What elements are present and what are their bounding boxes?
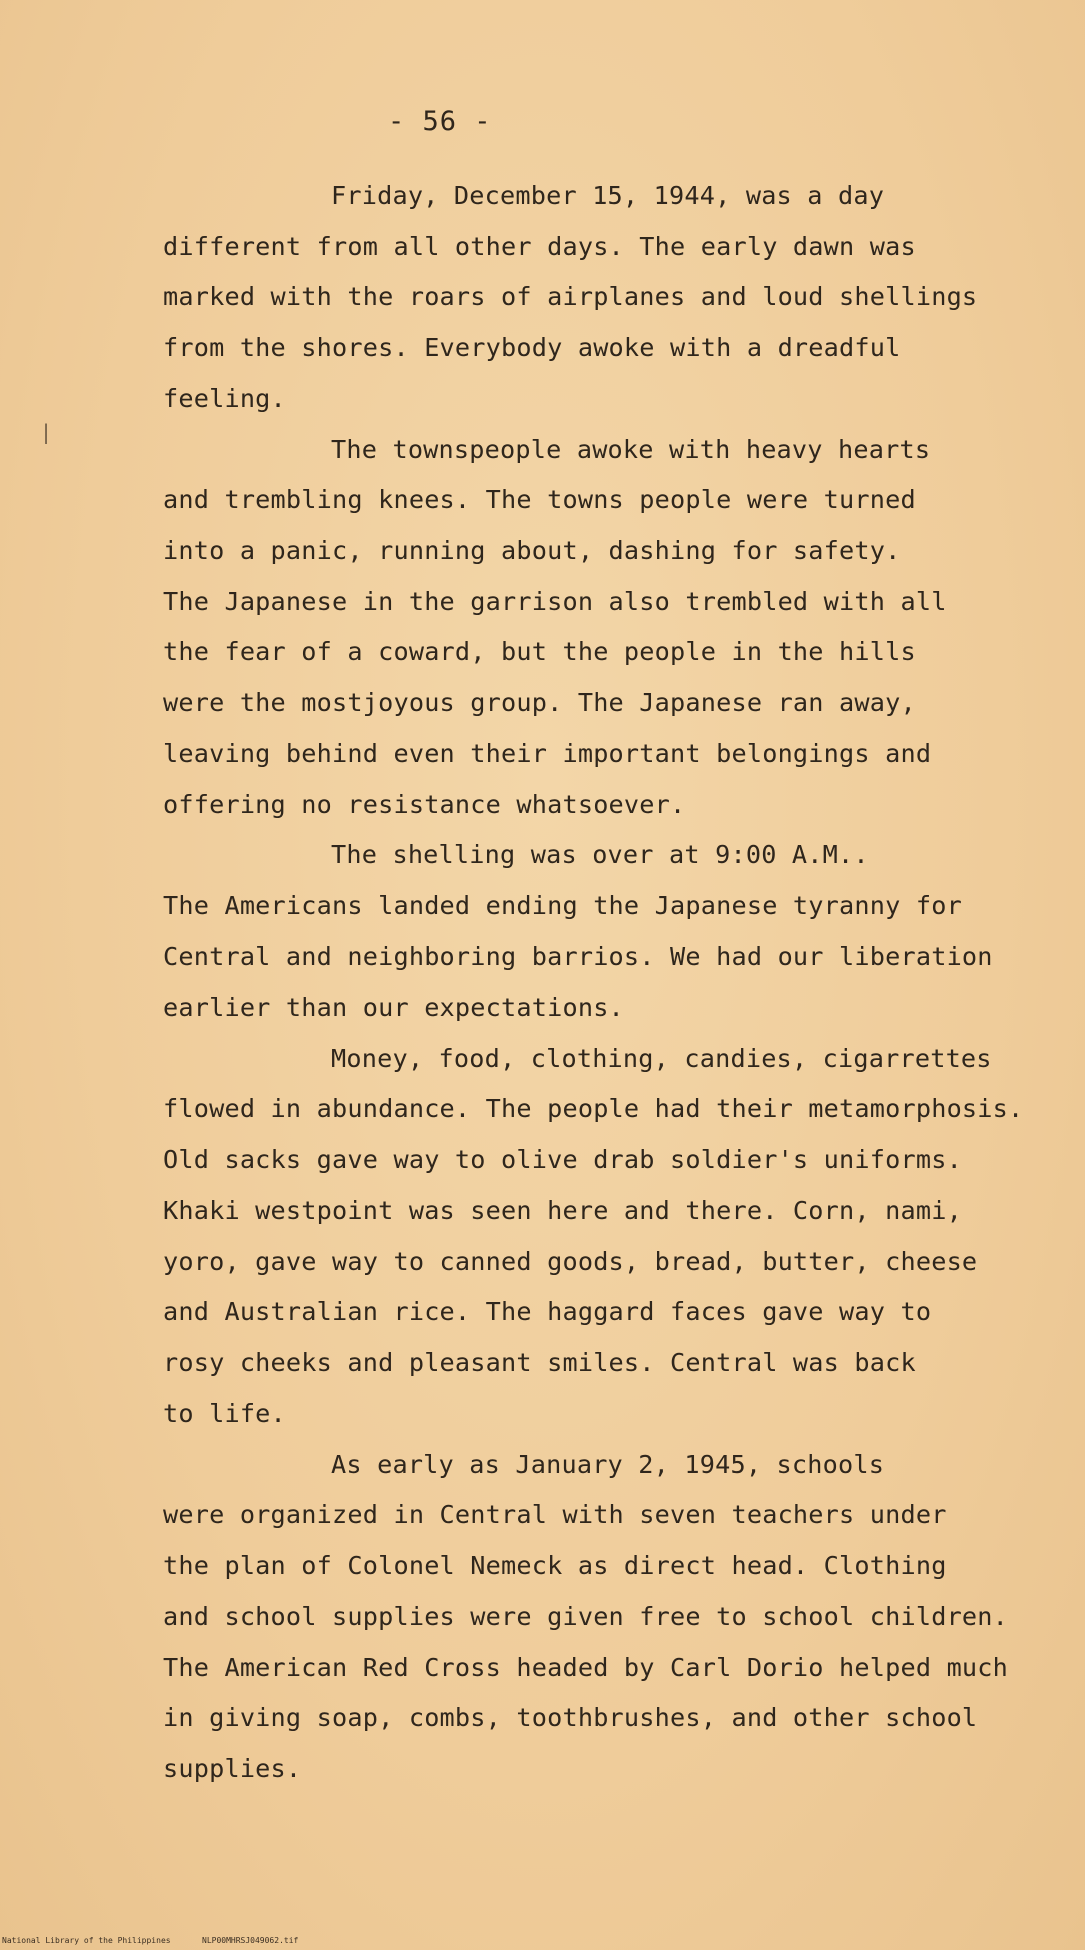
page-number: - 56 - — [388, 106, 492, 137]
body-line: The Americans landed ending the Japanese tyranny for — [163, 891, 962, 920]
body-line: were the mostjoyous group. The Japanese ran away, — [163, 688, 916, 717]
body-line: Friday, December 15, 1944, was a day — [331, 181, 885, 210]
body-line: As early as January 2, 1945, schools — [331, 1450, 885, 1479]
body-line: marked with the roars of airplanes and loud shellings — [163, 282, 978, 311]
body-line: were organized in Central with seven teachers under — [163, 1500, 947, 1529]
footer-filename: NLP00MHRSJ049062.tif — [202, 1936, 299, 1945]
footer-caption — [2, 1936, 299, 1945]
body-line: the plan of Colonel Nemeck as direct head. Clothing — [163, 1551, 947, 1580]
body-line: rosy cheeks and pleasant smiles. Central was back — [163, 1348, 916, 1377]
body-line: Money, food, clothing, candies, cigarrettes — [331, 1044, 992, 1073]
body-line: leaving behind even their important belongings and — [163, 739, 932, 768]
body-line: yoro, gave way to canned goods, bread, butter, cheese — [163, 1247, 978, 1276]
body-line: offering no resistance whatsoever. — [163, 790, 686, 819]
body-line: supplies. — [163, 1754, 302, 1783]
body-line: The townspeople awoke with heavy hearts — [331, 435, 931, 464]
body-line: from the shores. Everybody awoke with a dreadful — [163, 333, 901, 362]
body-line: and Australian rice. The haggard faces gave way to — [163, 1297, 932, 1326]
body-line: flowed in abundance. The people had their metamorphosis. — [163, 1094, 1024, 1123]
body-line: The Japanese in the garrison also trembled with all — [163, 587, 947, 616]
body-line: the fear of a coward, but the people in the hills — [163, 637, 916, 666]
body-line: to life. — [163, 1399, 286, 1428]
margin-mark: | — [40, 420, 53, 444]
body-line: in giving soap, combs, toothbrushes, and other school — [163, 1703, 978, 1732]
body-line: Central and neighboring barrios. We had our liberation — [163, 942, 993, 971]
body-line: and trembling knees. The towns people were turned — [163, 485, 916, 514]
body-line: Khaki westpoint was seen here and there. Corn, nami, — [163, 1196, 962, 1225]
body-line: The shelling was over at 9:00 A.M.. — [331, 840, 869, 869]
body-line: Old sacks gave way to olive drab soldier's uniforms. — [163, 1145, 962, 1174]
body-line: into a panic, running about, dashing for safety. — [163, 536, 901, 565]
body-line: and school supplies were given free to school children. — [163, 1602, 1009, 1631]
body-line: feeling. — [163, 384, 286, 413]
footer-source: National Library of the Philippines — [2, 1936, 171, 1945]
body-line: The American Red Cross headed by Carl Dorio helped much — [163, 1653, 1009, 1682]
body-line: different from all other days. The early dawn was — [163, 232, 916, 261]
body-line: earlier than our expectations. — [163, 993, 624, 1022]
